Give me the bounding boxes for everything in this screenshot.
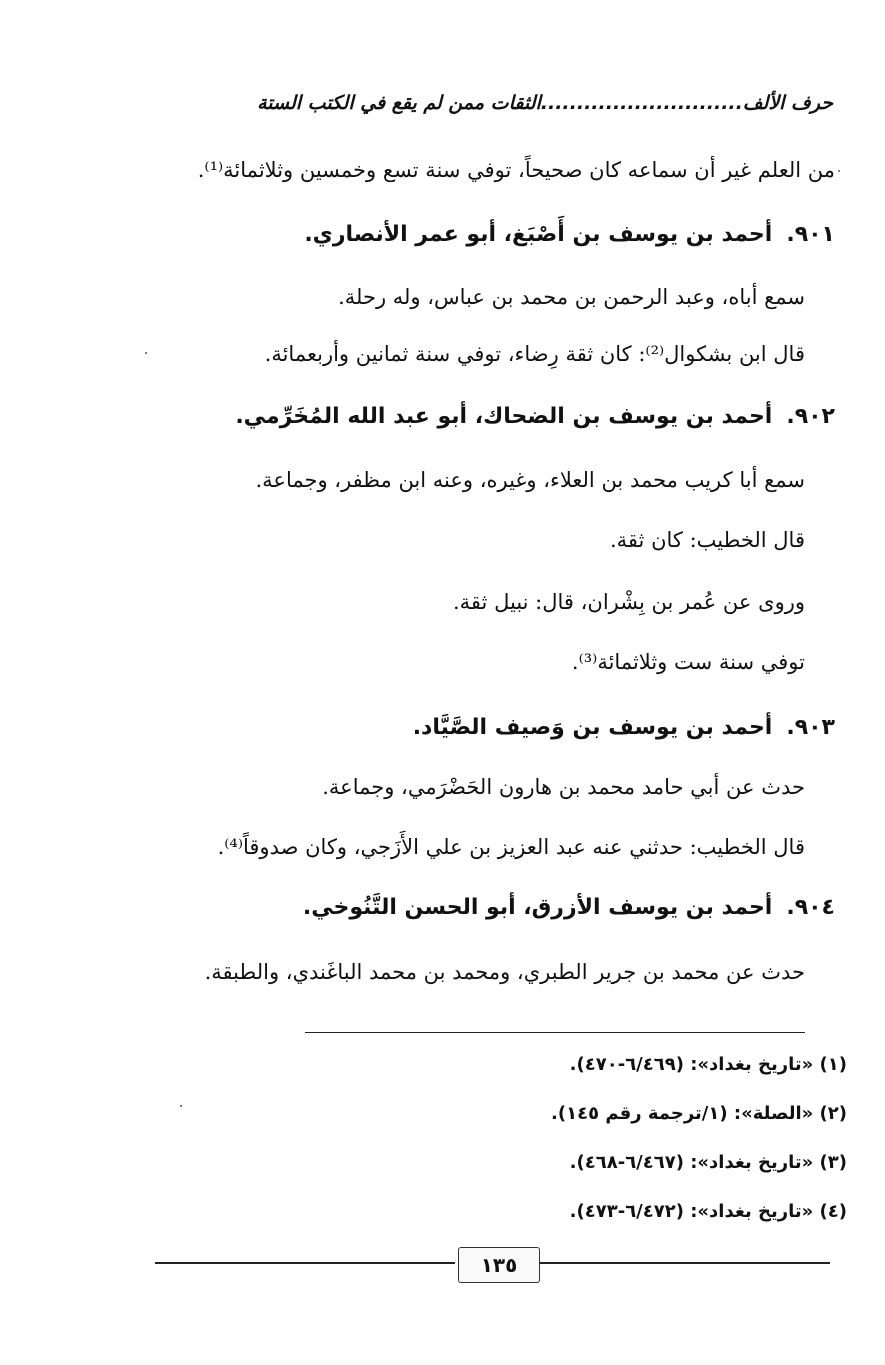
paragraph-line: سمع أباه، وعبد الرحمن بن محمد بن عباس، وله رحلة.	[338, 285, 805, 309]
footnote-2: (٢) «الصلة»: (١/ترجمة رقم ١٤٥).	[551, 1103, 847, 1124]
page-footer-rule-right	[540, 1262, 830, 1264]
footnote-4: (٤) «تاريخ بغداد»: (٦/٤٧٢-٤٧٣).	[569, 1201, 847, 1222]
entry-name: أحمد بن يوسف بن أَصْبَغ، أبو عمر الأنصاري.	[304, 222, 773, 247]
entry-heading-902	[235, 404, 835, 429]
entry-name: أحمد بن يوسف الأزرق، أبو الحسن التَّنُوخي.	[302, 895, 773, 920]
paragraph-line: قال الخطيب: كان ثقة.	[610, 528, 805, 552]
scan-speck	[838, 170, 840, 172]
paragraph-line: سمع أبا كريب محمد بن العلاء، وغيره، وعنه ابن مظفر، وجماعة.	[255, 468, 805, 492]
entry-number: ٩٠١.	[786, 222, 835, 247]
header-chapter: حرف الألف	[742, 92, 833, 114]
entry-heading-904	[303, 895, 835, 920]
paragraph-line: قال الخطيب: حدثني عنه عبد العزيز بن علي الأَزَجي، وكان صدوقاً⁽⁴⁾.	[217, 835, 805, 859]
header-book-title: الثقات ممن لم يقع في الكتب الستة	[257, 92, 541, 114]
footnote-3: (٣) «تاريخ بغداد»: (٦/٤٦٧-٤٦٨).	[569, 1152, 847, 1173]
page-footer-rule-left	[155, 1262, 455, 1264]
footnote-separator	[305, 1032, 805, 1033]
header-dots: ............................	[540, 92, 743, 114]
paragraph-line: حدث عن محمد بن جرير الطبري، ومحمد بن محمد الباغَندي، والطبقة.	[204, 960, 805, 984]
paragraph-line: توفي سنة ست وثلاثمائة⁽³⁾.	[571, 650, 805, 674]
scan-speck	[180, 1105, 182, 1107]
scan-speck	[145, 352, 147, 354]
entry-name: أحمد بن يوسف بن الضحاك، أبو عبد الله المُخَرِّمي.	[235, 404, 773, 429]
paragraph-line: من العلم غير أن سماعه كان صحيحاً، توفي سنة تسع وخمسين وثلاثمائة⁽¹⁾.	[197, 158, 835, 182]
entry-number: ٩٠٣.	[786, 715, 835, 740]
entry-number: ٩٠٢.	[786, 404, 835, 429]
entry-heading-903	[413, 715, 835, 740]
entry-heading-901	[304, 222, 835, 247]
paragraph-line: قال ابن بشكوال⁽²⁾: كان ثقة رِضاء، توفي سنة ثمانين وأربعمائة.	[264, 342, 805, 366]
entry-name: أحمد بن يوسف بن وَصيف الصَّيَّاد.	[412, 715, 773, 740]
running-header	[153, 92, 833, 114]
page-number: ١٣٥	[458, 1247, 540, 1283]
footnote-1: (١) «تاريخ بغداد»: (٦/٤٦٩-٤٧٠).	[569, 1054, 847, 1075]
entry-number: ٩٠٤.	[786, 895, 835, 920]
paragraph-line: حدث عن أبي حامد محمد بن هارون الحَضْرَمي، وجماعة.	[322, 775, 805, 799]
paragraph-line: وروى عن عُمر بن بِشْران، قال: نبيل ثقة.	[453, 590, 805, 614]
